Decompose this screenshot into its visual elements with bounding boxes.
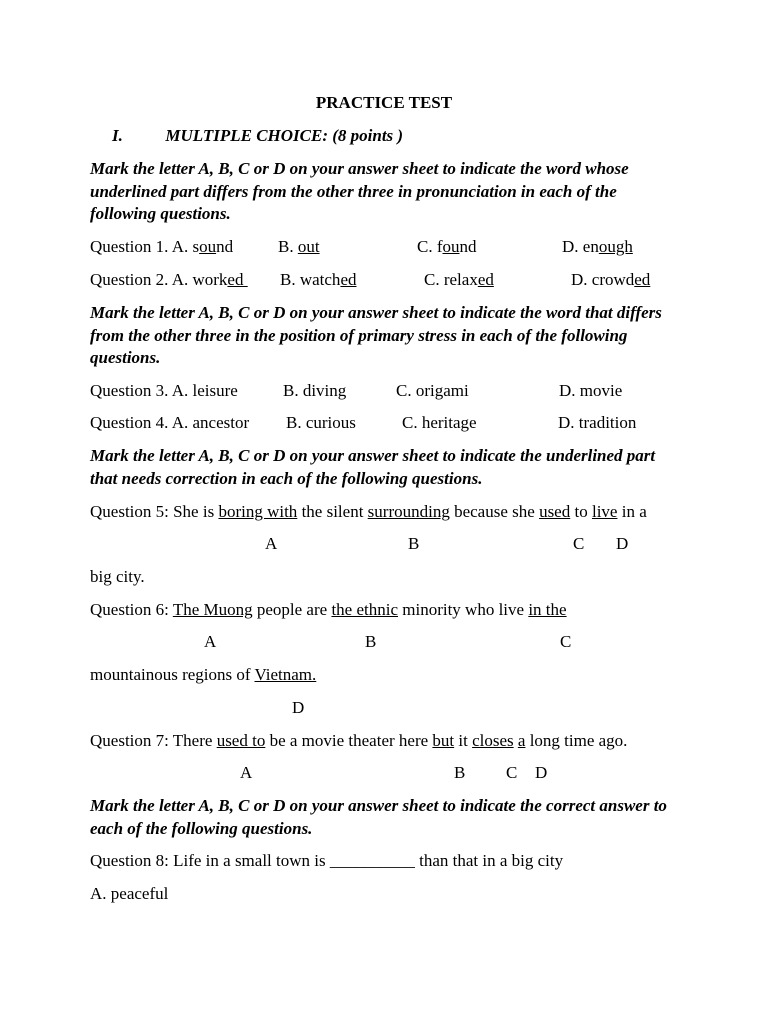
q5-part-b: surrounding bbox=[367, 502, 450, 521]
q3-option-a: Question 3. A. leisure bbox=[90, 381, 238, 400]
section-heading bbox=[112, 125, 403, 148]
q7-letter-b: B bbox=[454, 763, 466, 782]
q2-option-a: Question 2. A. worked bbox=[90, 270, 248, 289]
instruction-pronunciation: Mark the letter A, B, C or D on your answer sheet to indicate the word whose underlined part differs from the other three in pronunciation in each of the following questions. bbox=[90, 159, 629, 224]
q5-part-a: boring with bbox=[218, 502, 298, 521]
question-8: Question 8: Life in a small town is __________ than that in a big city bbox=[90, 851, 564, 870]
q1-option-d: D. enough bbox=[562, 237, 633, 256]
q7-part-b: but bbox=[432, 731, 455, 750]
instruction-correct-answer: Mark the letter A, B, C or D on your answer sheet to indicate the correct answer to each of the following questions. bbox=[90, 796, 667, 838]
q6-part-c: in the bbox=[528, 600, 567, 619]
question-4 bbox=[90, 412, 690, 435]
q3-option-d: D. movie bbox=[559, 381, 623, 400]
question-1 bbox=[90, 236, 690, 259]
q6-letter-a: A bbox=[204, 632, 217, 651]
q7-letter-c: C bbox=[506, 763, 518, 782]
q7-part-d: a bbox=[517, 731, 526, 750]
q6-continuation: mountainous regions of Vietnam. bbox=[90, 665, 317, 684]
question-6: Question 6: The Muong people are the ethnic minority who live in the bbox=[90, 600, 567, 619]
q5-answer-letters bbox=[90, 533, 690, 556]
question-5: Question 5: She is boring with the silent surrounding because she used to live in a bbox=[90, 502, 647, 521]
q1-option-a: Question 1. A. sound bbox=[90, 237, 234, 256]
q7-answer-letters bbox=[90, 762, 690, 785]
q2-option-c: C. relaxed bbox=[424, 270, 494, 289]
q4-option-a: Question 4. A. ancestor bbox=[90, 413, 250, 432]
q6-part-a: The Muong bbox=[172, 600, 253, 619]
question-2 bbox=[90, 269, 690, 292]
page-title: PRACTICE TEST bbox=[315, 93, 453, 112]
question-7: Question 7: There used to be a movie theater here but it closes a long time ago. bbox=[90, 731, 628, 750]
q4-option-d: D. tradition bbox=[558, 413, 637, 432]
q5-letter-b: B bbox=[408, 534, 420, 553]
q5-continuation: big city. bbox=[90, 567, 145, 586]
q8-option-a: A. peaceful bbox=[90, 884, 169, 903]
q7-letter-a: A bbox=[240, 763, 253, 782]
q6-answer-letters-abc bbox=[90, 631, 690, 654]
q2-option-b: B. watched bbox=[280, 270, 357, 289]
instruction-correction: Mark the letter A, B, C or D on your answer sheet to indicate the underlined part that needs correction in each of the following questions. bbox=[90, 446, 656, 488]
q6-letter-c: C bbox=[560, 632, 572, 651]
q1-option-c: C. found bbox=[417, 237, 477, 256]
q6-answer-letter-d-row bbox=[90, 697, 690, 720]
q6-part-b: the ethnic bbox=[331, 600, 398, 619]
q3-option-b: B. diving bbox=[283, 381, 347, 400]
q7-part-a: used to bbox=[216, 731, 266, 750]
q1-option-b: B. out bbox=[278, 237, 320, 256]
q3-option-c: C. origami bbox=[396, 381, 469, 400]
instruction-stress: Mark the letter A, B, C or D on your answer sheet to indicate the word that differs from the other three in the position of primary stress in each of the following questions. bbox=[90, 303, 662, 368]
q6-part-d: Vietnam. bbox=[254, 665, 317, 684]
q4-option-c: C. heritage bbox=[402, 413, 477, 432]
question-3 bbox=[90, 380, 690, 403]
q5-letter-d: D bbox=[616, 534, 629, 553]
q2-option-d: D. crowded bbox=[571, 270, 651, 289]
q5-letter-c: C bbox=[573, 534, 585, 553]
q5-part-c: used bbox=[539, 502, 571, 521]
q6-letter-b: B bbox=[365, 632, 377, 651]
section-label: MULTIPLE CHOICE: (8 points ) bbox=[165, 126, 404, 145]
section-number: I. bbox=[112, 126, 123, 145]
q6-letter-d: D bbox=[292, 698, 305, 717]
q7-letter-d: D bbox=[535, 763, 548, 782]
q7-part-c: closes bbox=[472, 731, 514, 750]
q5-part-d: live bbox=[591, 502, 618, 521]
q4-option-b: B. curious bbox=[286, 413, 356, 432]
q5-letter-a: A bbox=[265, 534, 278, 553]
